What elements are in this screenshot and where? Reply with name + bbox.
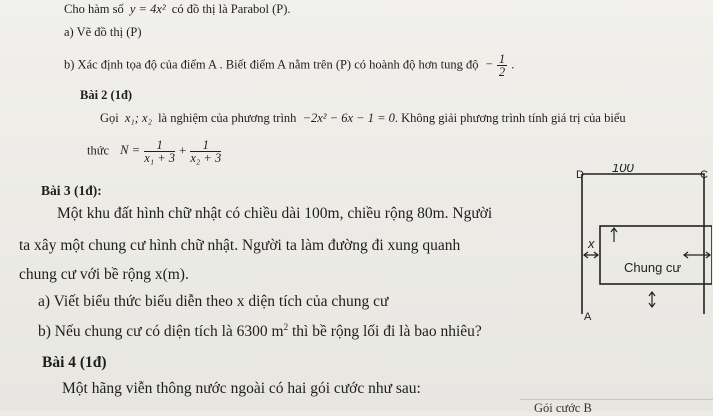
fraction-2: $\frac{1}{\text{x₂ + 3}}$ (190, 138, 222, 165)
bai4-cutoff: Gói cước B (534, 401, 592, 415)
bai2-line2: thức N = $\frac{1}{\text{x₁ + 3}}$ + $\frac{1}{\text{x₂ + 3}}$ (87, 138, 222, 165)
line-1: Cho hàm số y = 4x² có đồ thị là Parabol (P). (64, 2, 291, 16)
bai3-title: Bài 3 (1đ): (41, 183, 102, 198)
bai3-line3: chung cư với bề rộng x(m). (19, 266, 189, 283)
x-arrow-top (611, 228, 617, 242)
building-label: Chung cư (624, 260, 682, 275)
page-fold-line (520, 399, 713, 400)
bai2-title: Bài 2 (1đ) (80, 88, 133, 102)
bai3-line1: Một khu đất hình chữ nhật có chiều dài 100m, chiều rộng 80m. Người (57, 205, 493, 222)
part-a: a) Vẽ đồ thị (P) (64, 25, 142, 39)
bai3-part-a: a) Viết biểu thức biểu diễn theo x diện tích của chung cư (38, 293, 389, 310)
land-diagram (552, 164, 712, 324)
label-A: A (584, 311, 592, 323)
x-arrow-right (684, 252, 710, 258)
fraction-half: $\frac{1}{2}$ (498, 52, 506, 79)
x-arrow-left (584, 252, 598, 258)
part-b: b) Xác định tọa độ của điểm A . Biết điểm A nằm trên (P) có hoành độ hơn tung độ − $\frac{1}{2}$ . (64, 52, 515, 79)
bai3-part-b: b) Nếu chung cư có diện tích là 6300 $m^2$ thì bề rộng lối đi là bao nhiêu? (38, 322, 482, 341)
bai4-title: Bài 4 (1đ) (42, 354, 107, 371)
bai3-line2: ta xây một chung cư hình chữ nhật. Người ta làm đường đi xung quanh (19, 237, 461, 254)
label-C: C (700, 169, 708, 181)
bai4-line1: Một hãng viễn thông nước ngoài có hai gói cước như sau: (62, 380, 421, 397)
x-arrow-bottom (649, 292, 655, 307)
fraction-1: $\frac{1}{\text{x₁ + 3}}$ (144, 138, 176, 165)
label-x: x (588, 236, 595, 251)
bai2-line1: Gọi x₁; x₂ là nghiệm của phương trình −2x² − 6x − 1 = 0. Không giải phương trình tính giá trị của biểu (100, 111, 626, 125)
label-D: D (576, 169, 584, 181)
label-100: 100 (612, 164, 634, 175)
